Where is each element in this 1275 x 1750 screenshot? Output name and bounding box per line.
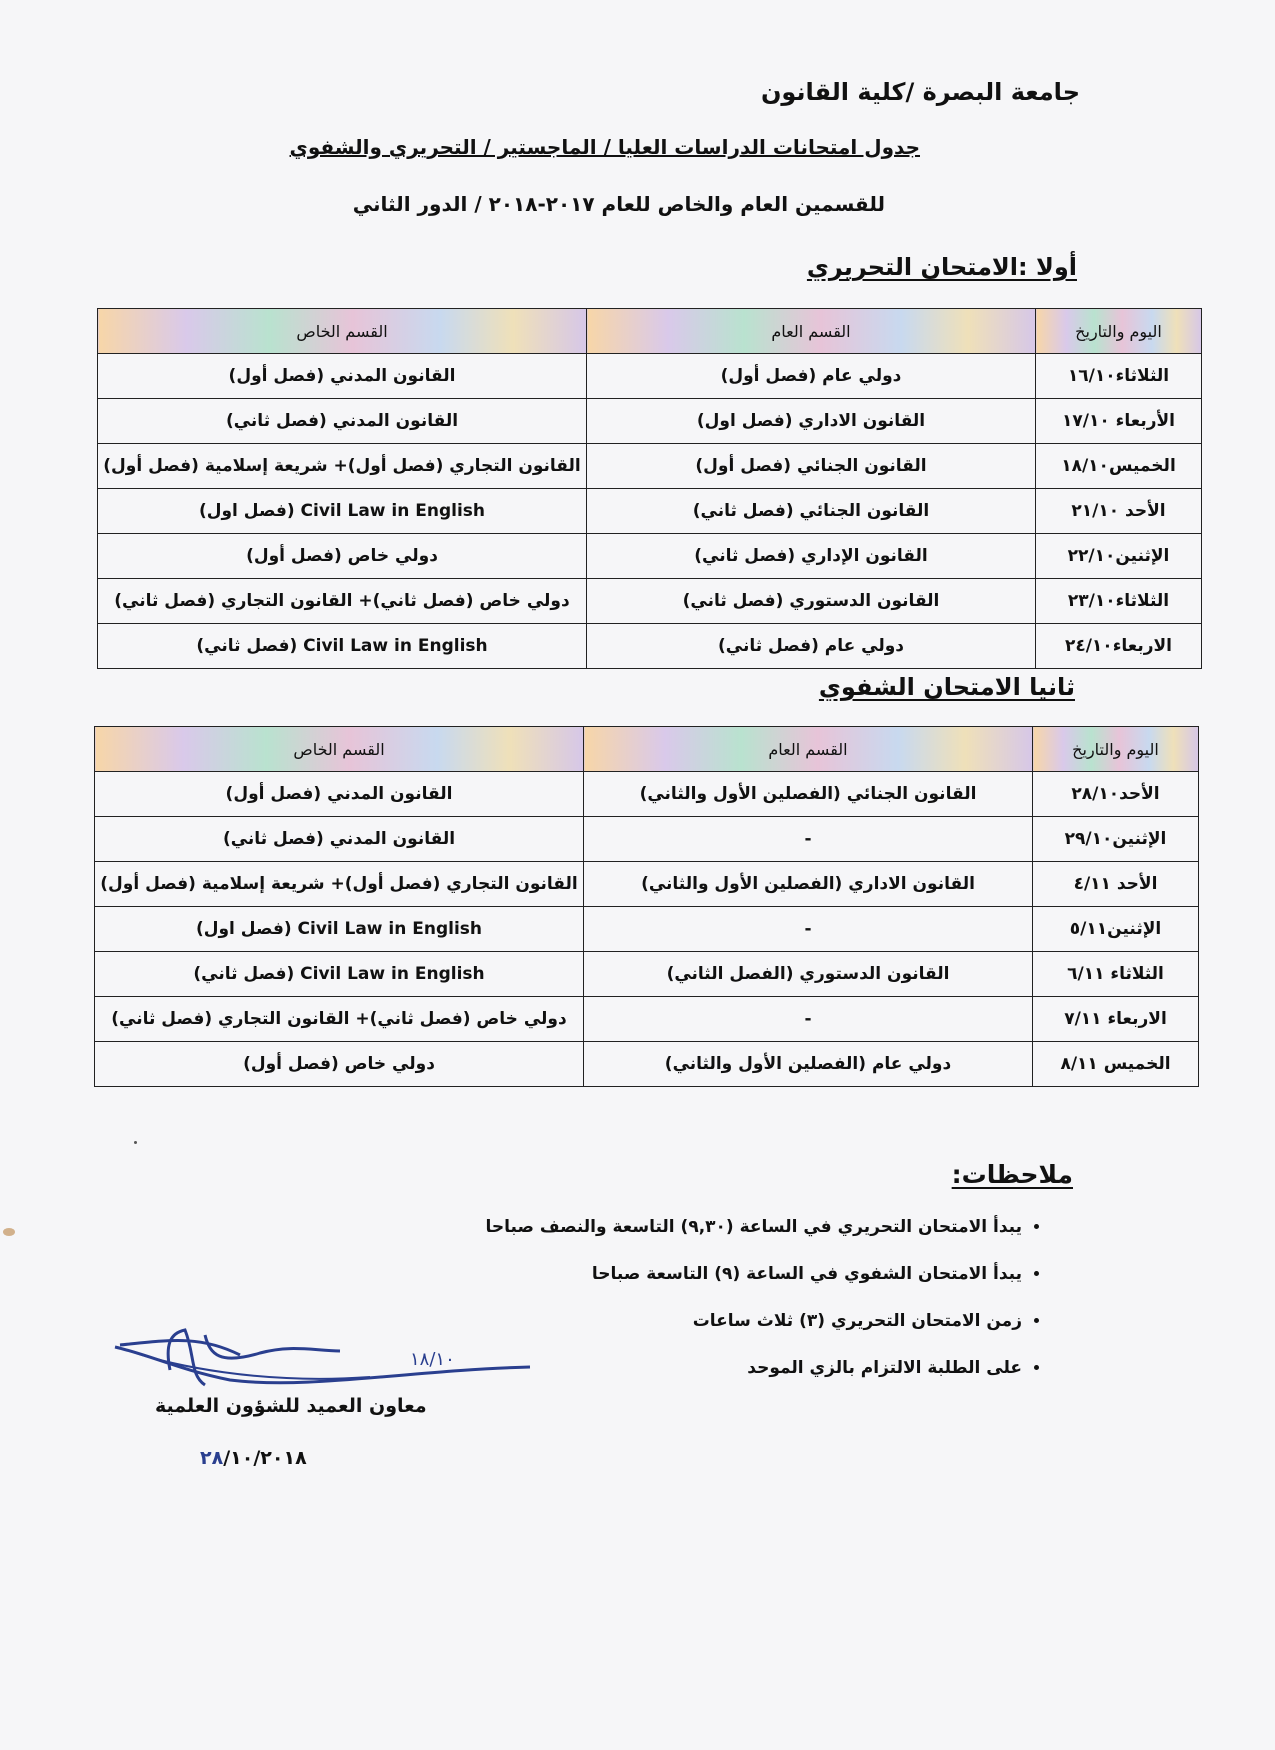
private-cell: Civil Law in English (فصل اول) (95, 907, 584, 952)
written-exam-heading: أولا :الامتحان التحريري (806, 253, 1077, 281)
table-row (95, 907, 1199, 952)
day-cell: الثلاثاء١٦/١٠ (1036, 354, 1202, 399)
day-cell: الأحد ٤/١١ (1033, 862, 1199, 907)
column-header-private: القسم الخاص (95, 727, 584, 772)
general-cell: دولي عام (فصل أول) (587, 354, 1036, 399)
private-cell: دولي خاص (فصل ثاني)+ القانون التجاري (فصل ثاني) (95, 997, 584, 1042)
oral-exam-heading: ثانيا الامتحان الشفوي (818, 673, 1075, 701)
svg-text:١٨/١٠: ١٨/١٠ (410, 1349, 455, 1370)
column-header-day: اليوم والتاريخ (1036, 309, 1202, 354)
general-cell: القانون الجنائي (فصل ثاني) (587, 489, 1036, 534)
day-cell: الثلاثاء ٦/١١ (1033, 952, 1199, 997)
general-cell: دولي عام (فصل ثاني) (587, 624, 1036, 669)
day-cell: الاربعاء٢٤/١٠ (1036, 624, 1202, 669)
scan-speck (134, 1141, 137, 1144)
private-cell: دولي خاص (فصل أول) (98, 534, 587, 579)
general-cell: القانون الاداري (فصل اول) (587, 399, 1036, 444)
column-header-private: القسم الخاص (98, 309, 587, 354)
note-item: • زمن الامتحان التحريري (٣) ثلاث ساعات (486, 1306, 1022, 1353)
handwritten-signature (110, 1325, 540, 1405)
general-cell: القانون الجنائي (فصل أول) (587, 444, 1036, 489)
oral-exam-table (94, 726, 1199, 1087)
general-cell: القانون الدستوري (الفصل الثاني) (584, 952, 1033, 997)
table-row (98, 354, 1202, 399)
day-cell: الثلاثاء٢٣/١٠ (1036, 579, 1202, 624)
note-item: • على الطلبة الالتزام بالزي الموحد (486, 1353, 1022, 1400)
private-cell: Civil Law in English (فصل اول) (98, 489, 587, 534)
table-row (95, 772, 1199, 817)
university-name: جامعة البصرة /كلية القانون (760, 78, 1080, 106)
notes-list (486, 1212, 1050, 1400)
private-cell: Civil Law in English (فصل ثاني) (95, 952, 584, 997)
table-row (98, 534, 1202, 579)
written-exam-table (97, 308, 1202, 669)
table-row (98, 444, 1202, 489)
day-cell: الإثنين٢٢/١٠ (1036, 534, 1202, 579)
table-row (98, 399, 1202, 444)
notes-heading: ملاحظات: (951, 1160, 1073, 1189)
private-cell: القانون التجاري (فصل أول)+ شريعة إسلامية (فصل أول) (95, 862, 584, 907)
private-cell: القانون المدني (فصل ثاني) (98, 399, 587, 444)
table-row (95, 1042, 1199, 1087)
day-cell: الإثنين٥/١١ (1033, 907, 1199, 952)
table-row (98, 579, 1202, 624)
table-row (95, 862, 1199, 907)
schedule-title: جدول امتحانات الدراسات العليا / الماجستير / التحريري والشفوي (289, 135, 920, 159)
general-cell: دولي عام (الفصلين الأول والثاني) (584, 1042, 1033, 1087)
table-row (98, 489, 1202, 534)
day-cell: الأحد ٢١/١٠ (1036, 489, 1202, 534)
table-row (95, 997, 1199, 1042)
signature-date (200, 1447, 307, 1469)
general-cell: القانون الاداري (الفصلين الأول والثاني) (584, 862, 1033, 907)
general-cell: - (584, 997, 1033, 1042)
private-cell: القانون التجاري (فصل أول)+ شريعة إسلامية (فصل أول) (98, 444, 587, 489)
general-cell: القانون الإداري (فصل ثاني) (587, 534, 1036, 579)
day-cell: الإثنين٢٩/١٠ (1033, 817, 1199, 862)
day-cell: الاربعاء ٧/١١ (1033, 997, 1199, 1042)
schedule-subtitle: للقسمين العام والخاص للعام ٢٠١٧-٢٠١٨ / الدور الثاني (352, 192, 885, 216)
note-item: • يبدأ الامتحان التحريري في الساعة (٩,٣٠) التاسعة والنصف صباحا (486, 1212, 1022, 1259)
table-row (95, 952, 1199, 997)
table-row (95, 817, 1199, 862)
paper-stain (3, 1228, 15, 1236)
day-cell: الأحد٢٨/١٠ (1033, 772, 1199, 817)
private-cell: دولي خاص (فصل أول) (95, 1042, 584, 1087)
signature-date-rest: /١٠/٢٠١٨ (223, 1447, 307, 1469)
day-cell: الخميس١٨/١٠ (1036, 444, 1202, 489)
general-cell: القانون الدستوري (فصل ثاني) (587, 579, 1036, 624)
column-header-general: القسم العام (584, 727, 1033, 772)
general-cell: القانون الجنائي (الفصلين الأول والثاني) (584, 772, 1033, 817)
table-row (98, 624, 1202, 669)
general-cell: - (584, 907, 1033, 952)
day-cell: الخميس ٨/١١ (1033, 1042, 1199, 1087)
column-header-day: اليوم والتاريخ (1033, 727, 1199, 772)
signatory-title: معاون العميد للشؤون العلمية (155, 1395, 427, 1417)
private-cell: القانون المدني (فصل أول) (98, 354, 587, 399)
private-cell: دولي خاص (فصل ثاني)+ القانون التجاري (فصل ثاني) (98, 579, 587, 624)
private-cell: القانون المدني (فصل ثاني) (95, 817, 584, 862)
note-item: • يبدأ الامتحان الشفوي في الساعة (٩) التاسعة صباحا (486, 1259, 1022, 1306)
general-cell: - (584, 817, 1033, 862)
signature-date-day: ٢٨ (200, 1447, 224, 1469)
private-cell: القانون المدني (فصل أول) (95, 772, 584, 817)
column-header-general: القسم العام (587, 309, 1036, 354)
private-cell: Civil Law in English (فصل ثاني) (98, 624, 587, 669)
day-cell: الأربعاء ١٧/١٠ (1036, 399, 1202, 444)
